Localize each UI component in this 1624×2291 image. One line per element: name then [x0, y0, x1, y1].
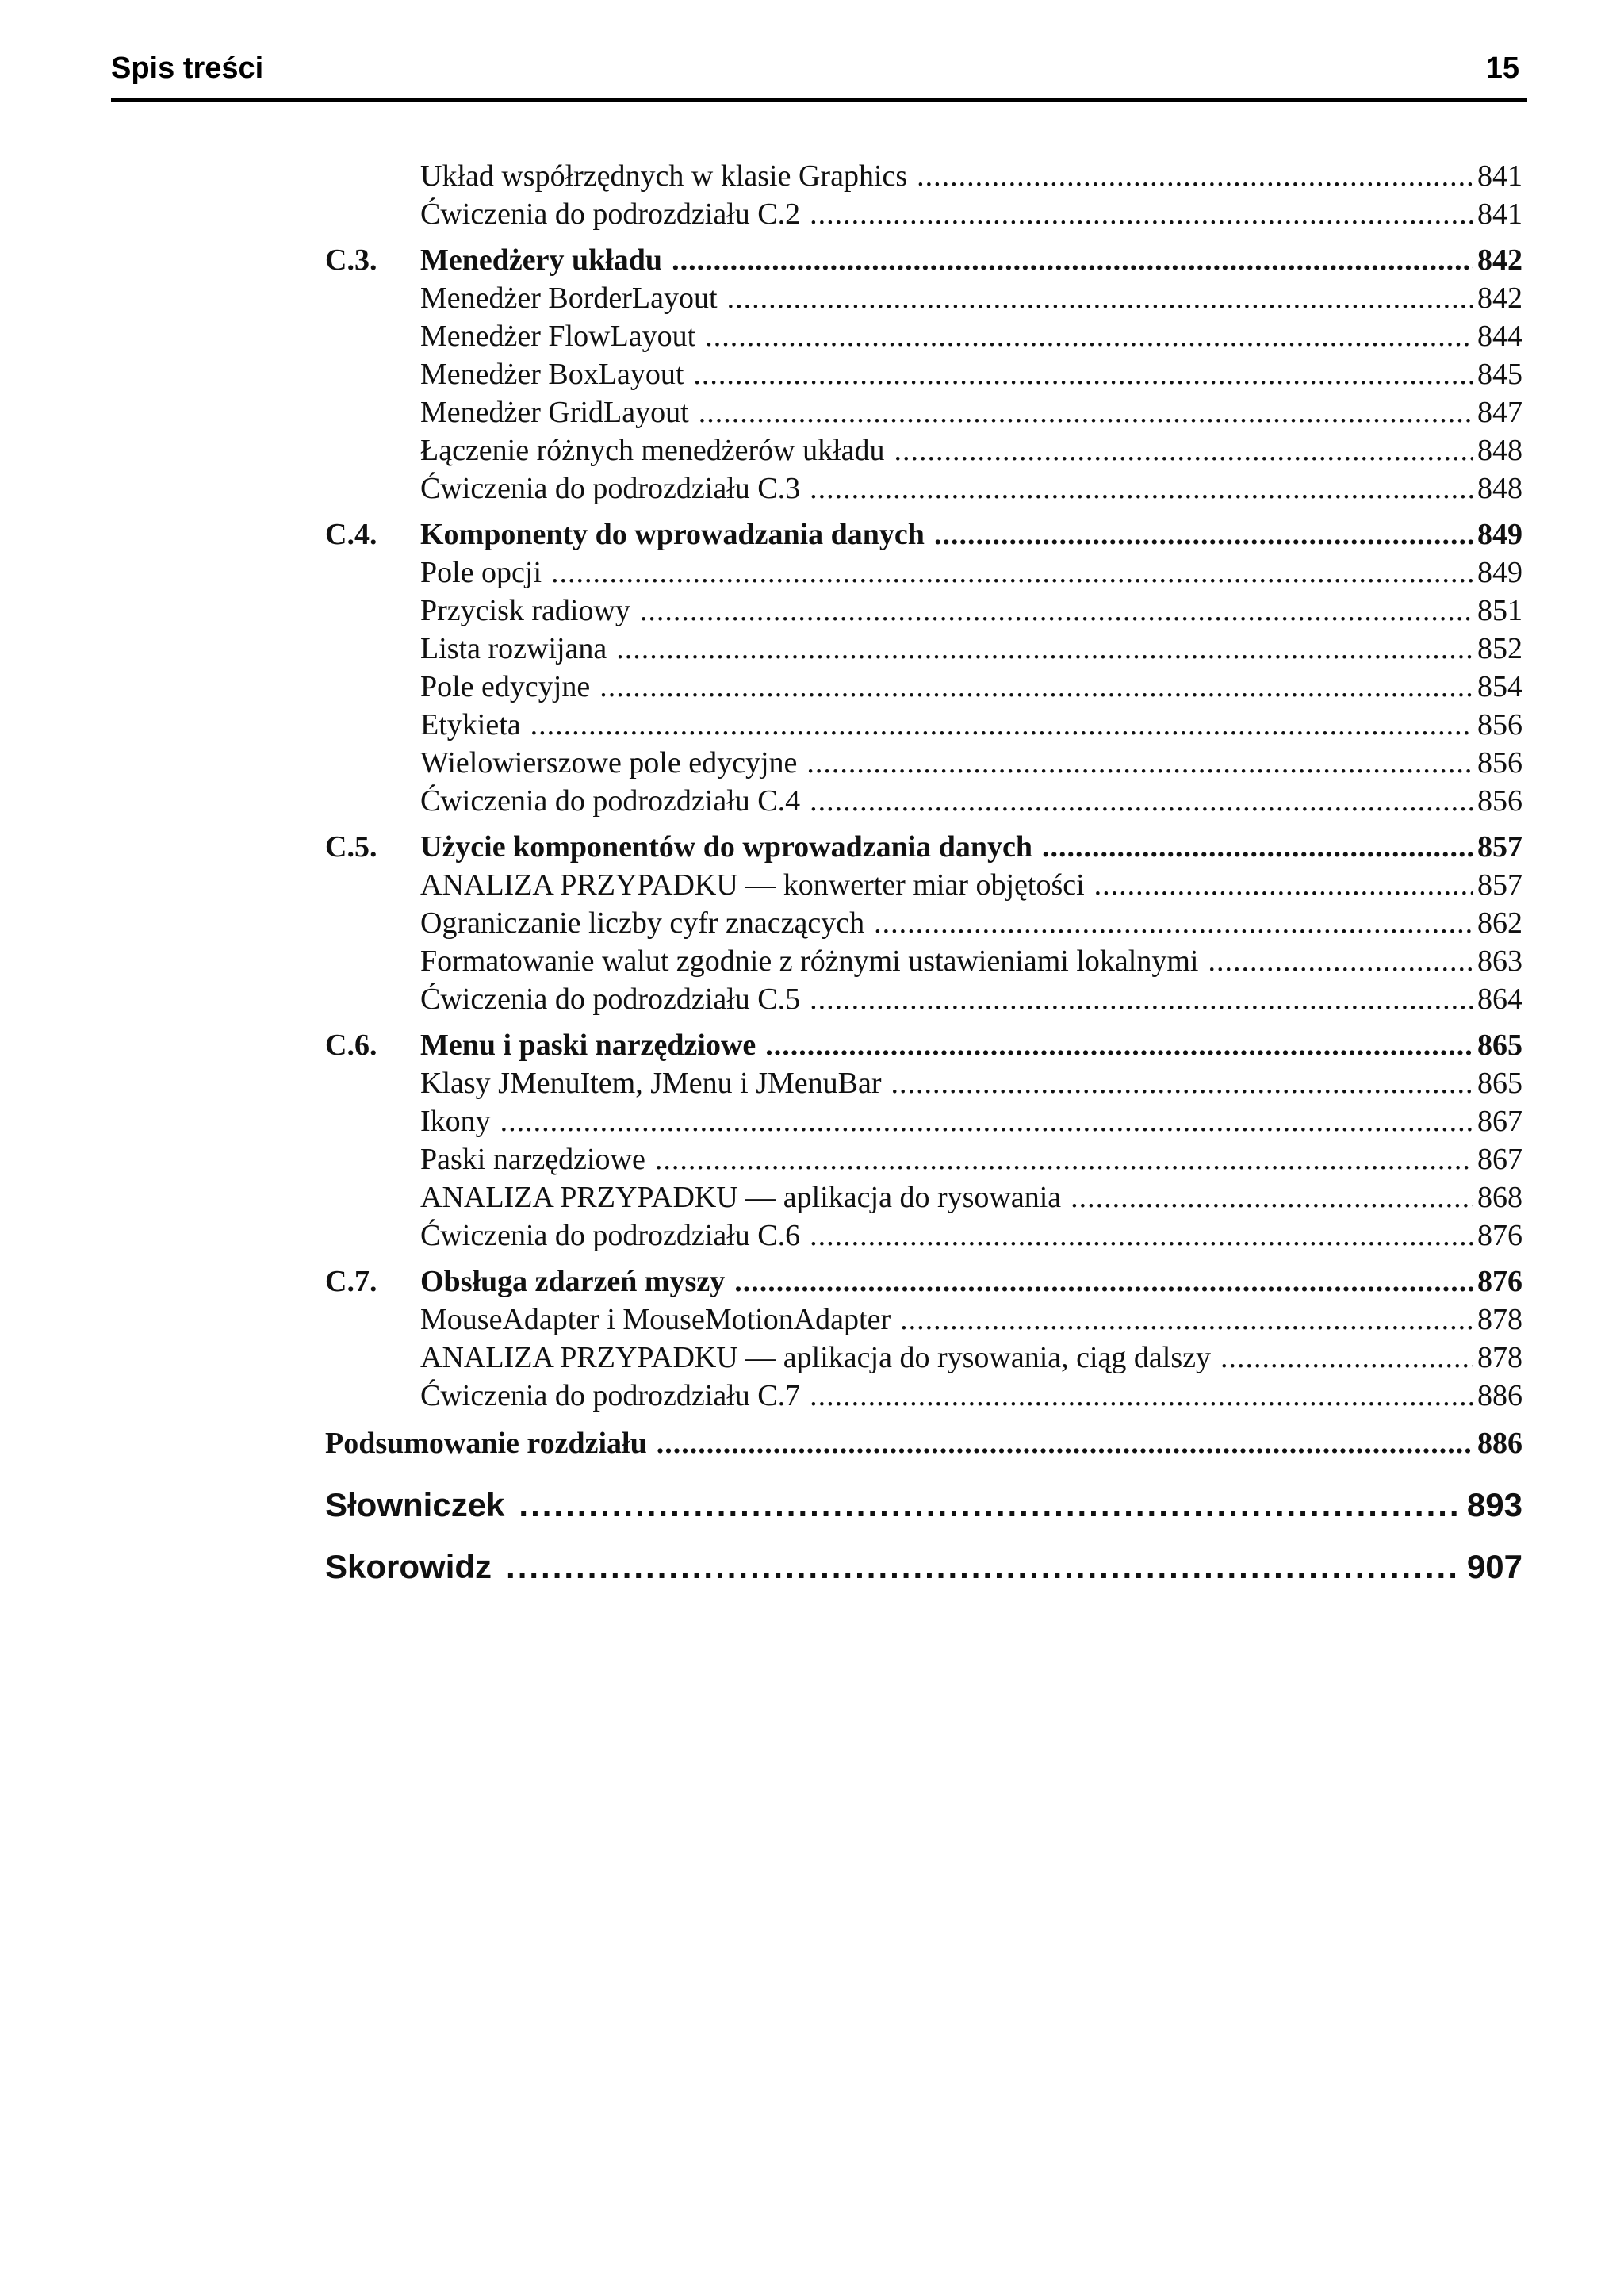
toc-dot-leader	[894, 431, 1473, 469]
toc-dot-leader	[727, 279, 1473, 317]
toc-entry[interactable]	[325, 279, 1522, 317]
toc-title: Paski narzędziowe	[420, 1143, 645, 1176]
toc-entry[interactable]	[325, 744, 1522, 782]
toc-entry[interactable]	[325, 317, 1522, 355]
toc-page-number: 841	[1477, 197, 1522, 231]
toc-entry[interactable]	[325, 782, 1522, 820]
toc-dot-leader	[810, 195, 1473, 233]
toc-dot-leader	[810, 1377, 1473, 1415]
running-head-page-number: 15	[1485, 52, 1519, 85]
toc-number: C.7.	[325, 1265, 377, 1298]
toc-page-number: 886	[1477, 1427, 1522, 1460]
toc-page-number: 862	[1477, 906, 1522, 940]
toc-dot-leader	[599, 668, 1473, 706]
toc-entry[interactable]	[325, 1102, 1522, 1140]
toc-entry[interactable]	[325, 431, 1522, 469]
toc-page-number: 886	[1477, 1379, 1522, 1412]
toc-page-number: 876	[1477, 1265, 1522, 1298]
toc-dot-leader	[810, 469, 1473, 508]
toc-title: Etykieta	[420, 708, 521, 741]
toc-dot-leader	[1042, 828, 1473, 866]
toc-dot-leader	[917, 157, 1473, 195]
toc-title: Ćwiczenia do podrozdziału C.3	[420, 472, 801, 505]
toc-dot-leader	[672, 241, 1473, 279]
toc-chapter-summary[interactable]	[325, 1424, 1522, 1462]
toc-title: Menedżer BoxLayout	[420, 358, 684, 391]
toc-title: Słowniczek	[325, 1486, 505, 1523]
toc-title: Układ współrzędnych w klasie Graphics	[420, 159, 908, 193]
toc-title: Menu i paski narzędziowe	[420, 1029, 756, 1062]
toc-title: Menedżer FlowLayout	[420, 320, 696, 353]
toc-title: Ćwiczenia do podrozdziału C.6	[420, 1219, 801, 1252]
toc-entry[interactable]	[325, 554, 1522, 592]
toc-title: Użycie komponentów do wprowadzania danych	[420, 830, 1033, 864]
toc-entry[interactable]	[325, 393, 1522, 431]
toc-title: Ćwiczenia do podrozdziału C.4	[420, 784, 801, 818]
toc-dot-leader	[810, 1216, 1473, 1255]
toc-title: Skorowidz	[325, 1548, 492, 1585]
toc-dot-leader	[506, 1545, 1459, 1589]
toc-entry[interactable]	[325, 1178, 1522, 1216]
toc-section[interactable]	[325, 1262, 1522, 1301]
toc-title: Formatowanie walut zgodnie z różnymi ustawieniami lokalnymi	[420, 944, 1199, 978]
toc-entry[interactable]	[325, 157, 1522, 195]
toc-title: MouseAdapter i MouseMotionAdapter	[420, 1303, 891, 1336]
toc-page-number: 856	[1477, 784, 1522, 818]
toc-dot-leader	[900, 1301, 1473, 1339]
toc-dot-leader	[810, 782, 1473, 820]
running-head-title: Spis treści	[111, 52, 264, 85]
toc-page-number: 857	[1477, 830, 1522, 864]
toc-page-number: 852	[1477, 632, 1522, 665]
toc-entry[interactable]	[325, 942, 1522, 980]
toc-section[interactable]	[325, 1026, 1522, 1064]
toc-entry[interactable]	[325, 1339, 1522, 1377]
toc-entry[interactable]	[325, 866, 1522, 904]
toc-section[interactable]	[325, 828, 1522, 866]
toc-dot-leader	[734, 1262, 1473, 1301]
toc-page-number: 867	[1477, 1143, 1522, 1176]
toc-page-number: 842	[1477, 243, 1522, 277]
toc-page-number: 878	[1477, 1341, 1522, 1374]
toc-page-number: 844	[1477, 320, 1522, 353]
toc-chapter[interactable]	[325, 1545, 1522, 1589]
toc-page-number: 856	[1477, 746, 1522, 780]
toc-page-number: 878	[1477, 1303, 1522, 1336]
toc-dot-leader	[655, 1140, 1473, 1178]
toc-dot-leader	[934, 515, 1473, 554]
toc-dot-leader	[640, 592, 1473, 630]
toc-title: Ograniczanie liczby cyfr znaczących	[420, 906, 865, 940]
toc-entry[interactable]	[325, 195, 1522, 233]
toc-page-number: 867	[1477, 1105, 1522, 1138]
toc-title: Menedżery układu	[420, 243, 663, 277]
toc-dot-leader	[765, 1026, 1473, 1064]
toc-page-number: 857	[1477, 868, 1522, 902]
toc-page-number: 849	[1477, 556, 1522, 589]
toc-entry[interactable]	[325, 1140, 1522, 1178]
toc-page-number: 868	[1477, 1181, 1522, 1214]
toc-dot-leader	[530, 706, 1473, 744]
toc-title: Podsumowanie rozdziału	[325, 1427, 647, 1460]
toc-dot-leader	[1208, 942, 1473, 980]
toc-number: C.4.	[325, 518, 377, 551]
toc-page-number: 842	[1477, 282, 1522, 315]
toc-entry[interactable]	[325, 904, 1522, 942]
toc-title: ANALIZA PRZYPADKU — aplikacja do rysowania	[420, 1181, 1062, 1214]
toc-section[interactable]	[325, 241, 1522, 279]
toc-entry[interactable]	[325, 668, 1522, 706]
toc-entry[interactable]	[325, 980, 1522, 1018]
toc-page-number: 863	[1477, 944, 1522, 978]
toc-title: Lista rozwijana	[420, 632, 607, 665]
toc-dot-leader	[519, 1483, 1459, 1527]
toc-title: Klasy JMenuItem, JMenu i JMenuBar	[420, 1067, 882, 1100]
toc-page-number: 841	[1477, 159, 1522, 193]
toc-page-number: 856	[1477, 708, 1522, 741]
toc-title: Menedżer GridLayout	[420, 396, 689, 429]
toc-title: Ćwiczenia do podrozdziału C.5	[420, 983, 801, 1016]
toc-page-number: 851	[1477, 594, 1522, 627]
toc-page-number: 876	[1477, 1219, 1522, 1252]
toc-dot-leader	[616, 630, 1473, 668]
toc-page-number: 864	[1477, 983, 1522, 1016]
toc-title: Pole opcji	[420, 556, 542, 589]
toc-title: Wielowierszowe pole edycyjne	[420, 746, 798, 780]
toc-dot-leader	[1094, 866, 1473, 904]
toc-page-number: 907	[1466, 1548, 1522, 1585]
toc-page-number: 854	[1477, 670, 1522, 703]
toc-page-number: 893	[1466, 1486, 1522, 1523]
toc-title: Ćwiczenia do podrozdziału C.2	[420, 197, 801, 231]
toc-title: Obsługa zdarzeń myszy	[420, 1265, 726, 1298]
toc-page-number: 848	[1477, 434, 1522, 467]
toc-dot-leader	[1071, 1178, 1473, 1216]
toc-entry[interactable]	[325, 1216, 1522, 1255]
toc-page-number: 848	[1477, 472, 1522, 505]
toc-entry[interactable]	[325, 1377, 1522, 1415]
toc-entry[interactable]	[325, 1064, 1522, 1102]
toc-dot-leader	[891, 1064, 1473, 1102]
toc-dot-leader	[657, 1424, 1473, 1462]
toc-entry[interactable]	[325, 1301, 1522, 1339]
toc-number: C.5.	[325, 830, 377, 864]
toc-entry[interactable]	[325, 706, 1522, 744]
toc-number: C.3.	[325, 243, 377, 277]
toc-entry[interactable]	[325, 355, 1522, 393]
toc-dot-leader	[1220, 1339, 1473, 1377]
toc-dot-leader	[693, 355, 1473, 393]
toc-entry[interactable]	[325, 592, 1522, 630]
toc-page-number: 865	[1477, 1029, 1522, 1062]
toc-dot-leader	[551, 554, 1473, 592]
toc-page-number: 847	[1477, 396, 1522, 429]
toc-entry[interactable]	[325, 469, 1522, 508]
toc-page-number: 865	[1477, 1067, 1522, 1100]
toc-title: ANALIZA PRZYPADKU — konwerter miar objętości	[420, 868, 1085, 902]
toc-page-number: 849	[1477, 518, 1522, 551]
toc-title: Pole edycyjne	[420, 670, 591, 703]
toc-section[interactable]	[325, 515, 1522, 554]
toc-entry[interactable]	[325, 630, 1522, 668]
toc-dot-leader	[699, 393, 1473, 431]
toc-title: ANALIZA PRZYPADKU — aplikacja do rysowania, ciąg dalszy	[420, 1341, 1211, 1374]
toc-dot-leader	[874, 904, 1473, 942]
toc-title: Menedżer BorderLayout	[420, 282, 718, 315]
toc-dot-leader	[806, 744, 1473, 782]
toc-chapter[interactable]	[325, 1483, 1522, 1527]
toc-dot-leader	[810, 980, 1473, 1018]
toc-title: Ikony	[420, 1105, 491, 1138]
toc-page-number: 845	[1477, 358, 1522, 391]
toc-dot-leader	[500, 1102, 1473, 1140]
toc-title: Ćwiczenia do podrozdziału C.7	[420, 1379, 801, 1412]
toc-title: Łączenie różnych menedżerów układu	[420, 434, 885, 467]
toc-number: C.6.	[325, 1029, 377, 1062]
toc-dot-leader	[705, 317, 1473, 355]
toc-title: Komponenty do wprowadzania danych	[420, 518, 925, 551]
toc-title: Przycisk radiowy	[420, 594, 630, 627]
